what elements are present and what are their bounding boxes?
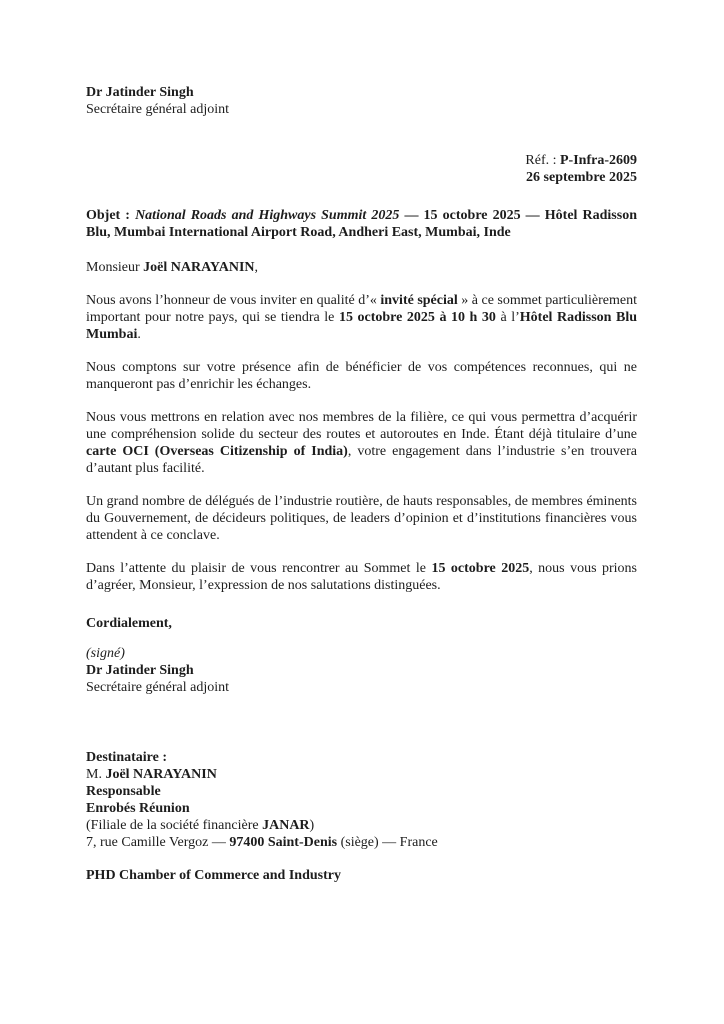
signature-block <box>86 645 637 696</box>
text-segment: carte OCI (Overseas Citizenship of India) <box>86 444 348 459</box>
signature-title: Secrétaire général adjoint <box>86 680 230 695</box>
reference-date: 26 septembre 2025 <box>526 170 637 185</box>
text-segment: Responsable <box>86 784 161 799</box>
sender-block <box>86 84 637 118</box>
sender-title: Secrétaire général adjoint <box>86 102 230 117</box>
body-paragraph-1 <box>86 292 637 343</box>
text-segment: Joël NARAYANIN <box>105 767 217 782</box>
text-segment: ) <box>309 818 315 833</box>
text-segment: (Filiale de la société financière <box>86 818 263 833</box>
text-segment: Un grand nombre de délégués de l’industrie routière, de hauts responsables, de membres éminents du Gouvernement, de décideurs politiques, de leaders d’opinion et d’institutions financières vous attendent à ce conclave. <box>86 494 637 543</box>
text-segment: Monsieur <box>86 260 144 275</box>
text-segment: 97400 Saint-Denis <box>229 835 338 850</box>
body-paragraph-3 <box>86 409 637 477</box>
text-segment: 15 octobre 2025 à 10 h 30 <box>338 310 496 325</box>
recipient-address-line <box>86 834 637 851</box>
text-segment: Hôtel Radisson Blu Mumbai <box>86 310 638 342</box>
text-segment: Objet : <box>86 208 136 223</box>
text-segment: Joël NARAYANIN <box>143 260 255 275</box>
text-segment: Enrobés Réunion <box>86 801 190 816</box>
text-segment: M. <box>86 767 106 782</box>
sender-name: Dr Jatinder Singh <box>86 85 194 100</box>
text-segment: JANAR <box>262 818 310 833</box>
text-segment: » à ce sommet particulièrement important pour notre pays, qui se tiendra le <box>86 293 637 325</box>
text-segment: Nous avons l’honneur de vous inviter en qualité d’« <box>86 293 381 308</box>
signature-name: Dr Jatinder Singh <box>86 663 194 678</box>
recipient-role-line <box>86 783 637 800</box>
recipient-name-line <box>86 766 637 783</box>
text-segment: P-Infra-2609 <box>560 153 637 168</box>
text-segment: . <box>137 327 141 342</box>
body-paragraph-4 <box>86 493 637 544</box>
text-segment: National Roads and Highways Summit 2025 <box>135 208 400 223</box>
subject-line <box>86 207 637 241</box>
text-segment: Nous comptons sur votre présence afin de bénéficier de vos compétences reconnues, qui ne manqueront pas d’enrichir les échanges. <box>86 360 637 392</box>
text-segment: , votre engagement dans l’industrie s’en trouvera d’autant plus facilité. <box>86 444 637 476</box>
text-segment: invité spécial <box>380 293 458 308</box>
text-segment: , <box>254 260 259 275</box>
text-segment: à l’ <box>495 310 520 325</box>
text-segment: (siège) — France <box>337 835 438 850</box>
signed-note: (signé) <box>86 646 125 661</box>
text-segment: , nous vous prions d’agréer, Monsieur, l’expression de nos salutations distinguées. <box>86 561 637 593</box>
organization-name: PHD Chamber of Commerce and Industry <box>86 868 341 883</box>
text-segment: — 15 octobre 2025 — Hôtel Radisson Blu, Mumbai International Airport Road, Andheri East, Mumbai, Inde <box>86 208 637 240</box>
text-segment: Dans l’attente du plaisir de vous rencontrer au Sommet le <box>86 561 432 576</box>
body-paragraph-5 <box>86 560 637 594</box>
text-segment: 7, rue Camille Vergoz — <box>86 835 230 850</box>
reference-block <box>86 152 637 186</box>
body-paragraph-2 <box>86 359 637 393</box>
closing-salutation: Cordialement, <box>86 616 172 631</box>
recipient-company-line <box>86 800 637 817</box>
recipient-subsidiary-line <box>86 817 637 834</box>
recipient-heading: Destinataire : <box>86 750 167 765</box>
text-segment: Nous vous mettrons en relation avec nos membres de la filière, ce qui vous permettra d’acquérir une compréhension solide du secteur des routes et autoroutes en Inde. Étant déjà titulaire d’une <box>86 410 637 442</box>
text-segment: 15 octobre 2025 <box>431 561 530 576</box>
text-segment: Réf. : <box>525 153 560 168</box>
salutation <box>86 259 637 276</box>
recipient-block <box>86 749 637 851</box>
reference-line <box>86 152 637 169</box>
